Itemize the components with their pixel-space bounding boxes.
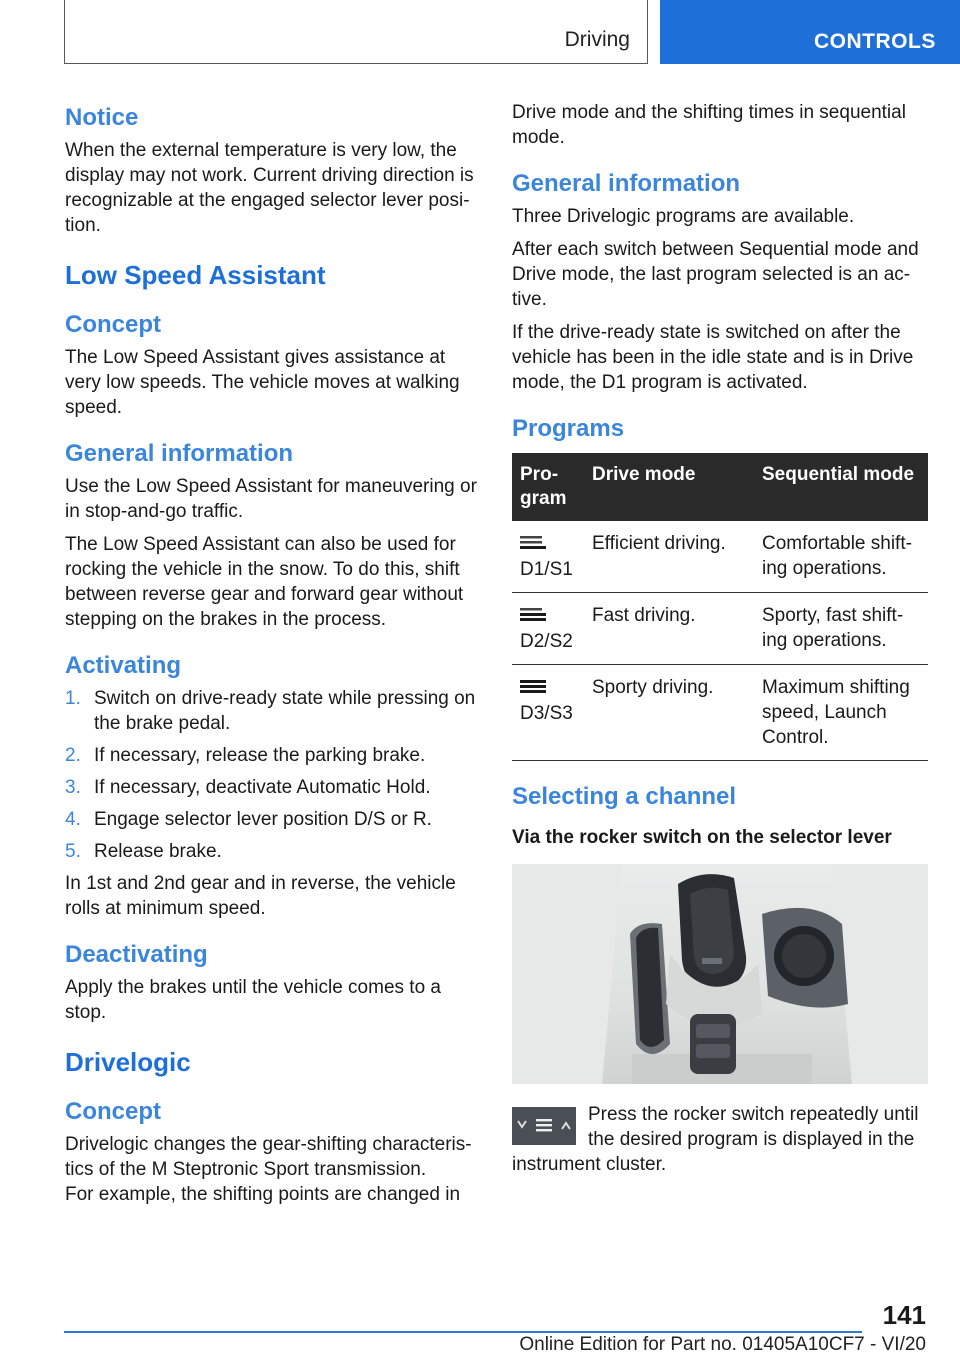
lsa-general-heading: General information	[65, 440, 294, 467]
notice-heading: Notice	[65, 104, 139, 131]
header-section-title: Driving	[564, 28, 630, 51]
header-frame	[64, 0, 648, 64]
lsa-concept-text: The Low Speed Assistant gives assistance at very low speeds. The vehicle moves at walking speed.	[65, 347, 460, 418]
footer-edition: Online Edition for Part no. 01405A10CF7 - VI/20	[519, 1334, 926, 1355]
rocker-switch-icon	[512, 1107, 576, 1145]
left-column	[65, 100, 483, 1215]
rocker-switch-subheading: Via the rocker switch on the selector lever	[512, 827, 892, 848]
header-chapter-tab	[660, 0, 960, 64]
table-row	[512, 593, 928, 665]
activating-text: In 1st and 2nd gear and in reverse, the vehicle rolls at minimum speed.	[65, 873, 456, 919]
table-header-row	[512, 453, 928, 521]
step-text: Engage selector lever position D/S or R.	[94, 809, 432, 830]
table-row	[512, 665, 928, 761]
sequential-mode-cell: Maximum shifting speed, Launch Control.	[754, 665, 928, 761]
step-item	[65, 743, 483, 768]
drivelogic-3-bar-icon	[520, 677, 546, 695]
step-text: Switch on drive-ready state while pressing on the brake pedal.	[94, 688, 476, 734]
drivelogic-2-bar-icon	[520, 605, 546, 623]
table-row	[512, 521, 928, 593]
step-number: 5.	[65, 841, 81, 862]
program-cell	[512, 593, 584, 665]
sequential-mode-cell: Comfortable shifting operations.	[754, 521, 928, 593]
lsa-general-text-2: The Low Speed Assistant can also be used for rocking the vehicle in the snow. To do this, shift between reverse gear and forward gear without stepping on the brakes in the process.	[65, 534, 464, 630]
step-text: If necessary, release the parking brake.	[94, 745, 426, 766]
programs-table	[512, 453, 928, 761]
step-number: 4.	[65, 809, 81, 830]
rocker-switch-text: Press the rocker switch repeatedly until the desired program is displayed in the instrument cluster.	[512, 1104, 919, 1175]
step-item	[65, 807, 483, 832]
drivelogic-general-text-2: After each switch between Sequential mode and Drive mode, the last program selected is an active.	[512, 239, 919, 310]
drive-mode-cell: Efficient driving.	[584, 521, 754, 593]
programs-heading: Programs	[512, 415, 625, 442]
program-label: D1/S1	[520, 559, 573, 580]
selector-lever-photo	[512, 864, 928, 1084]
activating-heading: Activating	[65, 652, 182, 679]
deactivating-heading: Deactivating	[65, 941, 208, 968]
drivelogic-general-text-1: Three Drivelogic programs are available.	[512, 206, 855, 227]
step-text: If necessary, deactivate Automatic Hold.	[94, 777, 431, 798]
right-column	[512, 100, 928, 1185]
program-cell	[512, 665, 584, 761]
lsa-concept-heading: Concept	[65, 311, 161, 338]
notice-text: When the external temperature is very low, the display may not work. Current driving direction is recognizable at the engaged selector lever position.	[65, 140, 474, 236]
drivelogic-1-bar-icon	[520, 533, 546, 551]
program-label: D3/S3	[520, 703, 573, 724]
drivelogic-heading: Drivelogic	[65, 1047, 191, 1077]
program-label: D2/S2	[520, 631, 573, 652]
rocker-switch-glyph	[512, 1107, 576, 1145]
header-chapter-label: CONTROLS	[814, 30, 936, 53]
drivelogic-concept-heading: Concept	[65, 1098, 161, 1125]
activating-steps	[65, 686, 483, 864]
drivelogic-general-heading: General information	[512, 170, 741, 197]
step-item	[65, 686, 483, 736]
low-speed-assistant-heading: Low Speed Assistant	[65, 260, 326, 290]
selecting-channel-heading: Selecting a channel	[512, 783, 737, 810]
deactivating-text: Apply the brakes until the vehicle comes to a stop.	[65, 977, 441, 1023]
step-number: 2.	[65, 745, 81, 766]
step-number: 3.	[65, 777, 81, 798]
column-header-drive-mode: Drive mode	[584, 453, 754, 521]
drivelogic-text-continued: Drive mode and the shifting times in sequential mode.	[512, 102, 906, 148]
drive-mode-cell: Sporty driving.	[584, 665, 754, 761]
drive-mode-cell: Fast driving.	[584, 593, 754, 665]
lsa-general-text-1: Use the Low Speed Assistant for maneuvering or in stop-and-go traffic.	[65, 476, 477, 522]
drivelogic-general-text-3: If the drive-ready state is switched on after the vehicle has been in the idle state and is in Drive mode, the D1 program is activated.	[512, 322, 914, 393]
sequential-mode-cell: Sporty, fast shifting operations.	[754, 593, 928, 665]
column-header-sequential-mode: Sequential mode	[754, 453, 928, 521]
selector-lever-illustration	[512, 864, 928, 1084]
footer-divider	[64, 1331, 862, 1333]
page-number: 141	[882, 1300, 926, 1330]
step-item	[65, 775, 483, 800]
drivelogic-text-2: For example, the shifting points are changed in	[65, 1184, 461, 1205]
step-item	[65, 839, 483, 864]
step-number: 1.	[65, 688, 81, 709]
step-text: Release brake.	[94, 841, 222, 862]
drivelogic-text-1: Drivelogic changes the gear-shifting characteristics of the M Steptronic Sport transmission.	[65, 1134, 472, 1180]
column-header-program: Program	[512, 453, 584, 521]
program-cell	[512, 521, 584, 593]
